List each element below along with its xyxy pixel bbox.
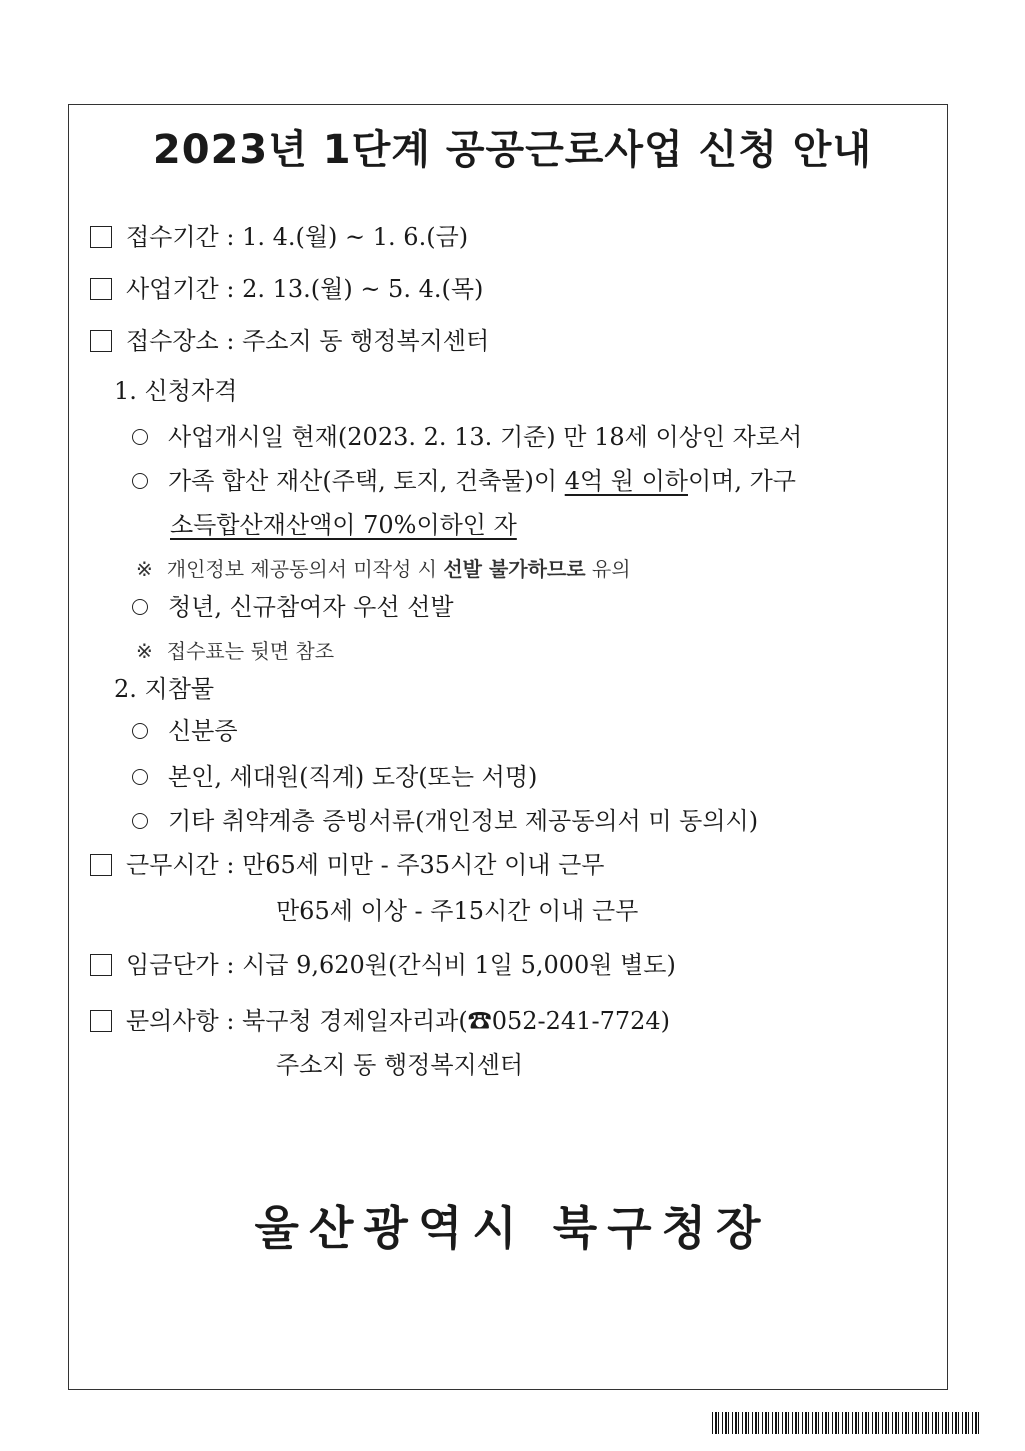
checkbox-square-icon [90,954,112,976]
material-item-1-text: 신분증 [168,717,238,745]
eligibility-item-2-pre: 가족 합산 재산(주택, 토지, 건축물)이 [168,467,565,495]
materials-heading: 2. 지참물 [114,675,215,703]
eligibility-item-2 [132,466,796,496]
inquiry-text: 문의사항 : 북구청 경제일자리과(☎052-241-7724) [126,1007,671,1035]
note-reception-form-text: 접수표는 뒷면 참조 [166,639,335,663]
bullet-circle-icon [132,813,148,829]
material-item-3 [132,806,758,836]
material-item-1 [132,716,238,746]
material-item-3-text: 기타 취약계층 증빙서류(개인정보 제공동의서 미 동의시) [168,807,759,835]
bullet-circle-icon [132,769,148,785]
bullet-circle-icon [132,429,148,445]
bullet-circle-icon [132,599,148,615]
wage-text: 임금단가 : 시급 9,620원(간식비 1일 5,000원 별도) [126,951,676,979]
wage-row [90,950,676,980]
eligibility-item-2-underlined: 4억 원 이하 [564,467,688,495]
note-privacy-post: 유의 [585,557,631,581]
work-hours-text: 근무시간 : 만65세 미만 - 주35시간 이내 근무 [126,851,605,879]
project-period-row [90,274,483,304]
eligibility-item-1 [132,422,802,452]
document-title: 2023년 1단계 공공근로사업 신청 안내 [152,127,873,173]
inquiry-line2: 주소지 동 행정복지센터 [276,1051,524,1079]
bullet-circle-icon [132,723,148,739]
priority-item [132,592,454,622]
issuer-signature: 울산광역시 북구청장 [254,1201,771,1255]
note-privacy-bold: 선발 불가하므로 [443,557,586,581]
material-item-2 [132,762,537,792]
eligibility-item-2-post: 이며, 가구 [687,467,796,495]
eligibility-heading: 1. 신청자격 [114,377,238,405]
work-hours-row [90,850,604,880]
barcode-image [712,1412,982,1434]
checkbox-square-icon [90,226,112,248]
note-reception-form [136,636,334,666]
bullet-circle-icon [132,473,148,489]
checkbox-square-icon [90,854,112,876]
checkbox-square-icon [90,278,112,300]
material-item-2-text: 본인, 세대원(직계) 도장(또는 서명) [168,763,538,791]
reception-place-text: 접수장소 : 주소지 동 행정복지센터 [126,327,490,355]
checkbox-square-icon [90,330,112,352]
reference-mark-icon: ※ [136,557,153,581]
reception-period-text: 접수기간 : 1. 4.(월) ~ 1. 6.(금) [126,223,469,251]
checkbox-square-icon [90,1010,112,1032]
reception-period-row [90,222,468,252]
inquiry-row [90,1006,670,1036]
project-period-text: 사업기간 : 2. 13.(월) ~ 5. 4.(목) [126,275,484,303]
priority-text: 청년, 신규참여자 우선 선발 [168,593,454,621]
note-privacy-pre: 개인정보 제공동의서 미작성 시 [166,557,444,581]
note-privacy [136,554,631,584]
work-hours-line2: 만65세 이상 - 주15시간 이내 근무 [276,897,639,925]
reception-place-row [90,326,489,356]
eligibility-item-2-line2: 소득합산재산액이 70%이하인 자 [170,511,517,539]
reference-mark-icon: ※ [136,639,153,663]
eligibility-item-1-text: 사업개시일 현재(2023. 2. 13. 기준) 만 18세 이상인 자로서 [168,423,803,451]
